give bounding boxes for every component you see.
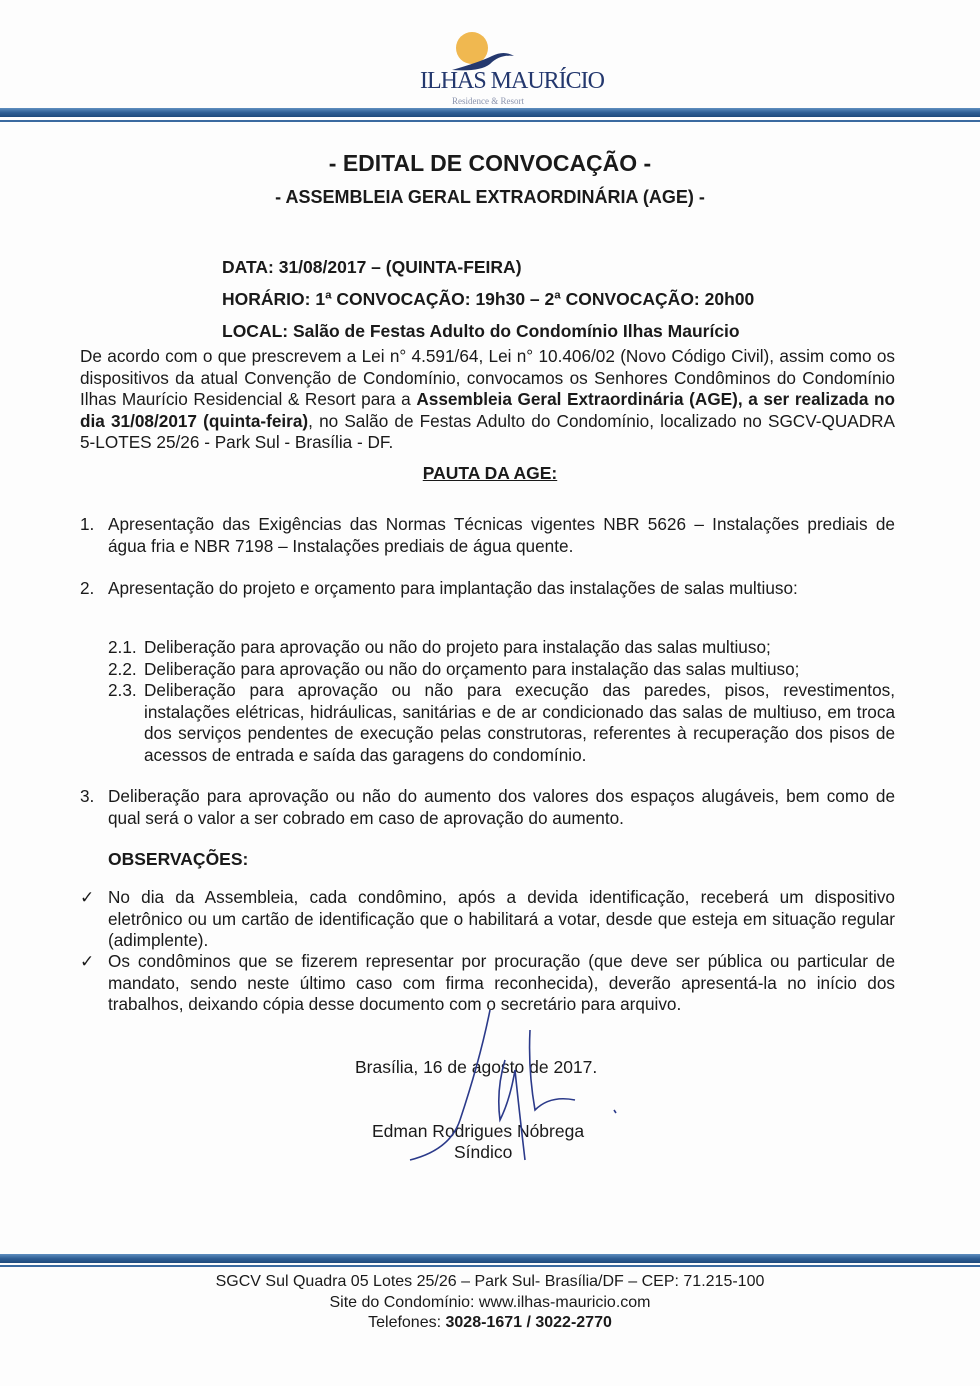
logo <box>420 30 604 110</box>
signature <box>400 1000 650 1170</box>
item-text: Deliberação para aprovação ou não do aumento dos valores dos espaços alugáveis, bem como de qual será o valor a ser cobrado em caso de aprovação do aumento. <box>108 786 895 828</box>
footer-site: Site do Condomínio: www.ilhas-mauricio.com <box>329 1293 651 1311</box>
date-label: DATA: <box>222 257 274 277</box>
intro-paragraph <box>80 346 895 454</box>
meeting-info <box>222 251 754 347</box>
subitem-text: Deliberação para aprovação ou não para execução das paredes, pisos, revestimentos, instalações elétricas, hidráulicas, sanitárias e de ar condicionado das salas de multiuso, em troca dos serviços pendentes de execução pelas construtoras, referentes à recuperação dos pisos de acessos de entrada e saída das garagens do condomínio. <box>144 680 895 765</box>
observation-text: No dia da Assembleia, cada condômino, após a devida identificação, receberá um dispositivo eletrônico ou um cartão de identificação que o habilitará a votar, desde que esteja em situação regular (adimplente). <box>108 887 895 950</box>
subitem-number: 2.3. <box>108 680 137 700</box>
footer <box>0 1272 980 1334</box>
checkmark-icon: ✓ <box>80 951 95 971</box>
agenda-item-2 <box>80 578 895 600</box>
observations-title: OBSERVAÇÕES: <box>108 849 249 869</box>
observation-text: Os condôminos que se fizerem representar por procuração (que deve ser pública ou particular de mandato, sendo neste último caso com firma reconhecida), deverão apresentá-la no início dos trabalhos, deixando cópia desse documento com o secretário para arquivo. <box>108 951 895 1014</box>
footer-phones-label: Telefones: <box>368 1314 446 1331</box>
subitem-number: 2.1. <box>108 637 137 657</box>
header-divider <box>0 108 980 117</box>
checkmark-icon: ✓ <box>80 887 95 907</box>
footer-address: SGCV Sul Quadra 05 Lotes 25/26 – Park Sul- Brasília/DF – CEP: 71.215-100 <box>215 1273 765 1290</box>
signer-name: Edman Rodrigues Nóbrega <box>372 1121 585 1141</box>
date-line: Brasília, 16 de agosto de 2017. <box>355 1057 598 1077</box>
pauta-title: PAUTA DA AGE: <box>422 463 558 483</box>
item-text: Apresentação do projeto e orçamento para implantação das instalações de salas multiuso: <box>108 578 798 598</box>
logo-name: ILHAS MAURÍCIO <box>420 68 604 94</box>
subitem-text: Deliberação para aprovação ou não do orçamento para instalação das salas multiuso; <box>144 658 800 679</box>
item-number: 2. <box>80 578 95 598</box>
footer-divider-thin <box>0 1265 980 1267</box>
time-value: 1ª CONVOCAÇÃO: 19h30 – 2ª CONVOCAÇÃO: 20h00 <box>315 289 755 309</box>
header-divider-thin <box>0 120 980 122</box>
agenda-item-3 <box>80 786 895 829</box>
time-label: HORÁRIO: <box>222 289 311 309</box>
logo-subtitle: Residence & Resort <box>452 96 524 106</box>
intro-text-end: , no Salão de Festas Adulto do Condomínio, localizado no SGCV-QUADRA 5-LOTES 25/26 - Park Sul - Brasília - DF. <box>80 410 895 452</box>
agenda-subitems <box>108 637 895 766</box>
document-subtitle: - ASSEMBLEIA GERAL EXTRAORDINÁRIA (AGE) - <box>275 187 705 207</box>
location-label: LOCAL: <box>222 321 289 341</box>
date-value: 31/08/2017 – (QUINTA-FEIRA) <box>278 257 522 277</box>
agenda-item-1 <box>80 514 895 557</box>
subitem-number: 2.2. <box>108 658 137 679</box>
observation-1 <box>80 887 895 952</box>
item-text: Apresentação das Exigências das Normas Técnicas vigentes NBR 5626 – Instalações prediais de água fria e NBR 7198 – Instalações prediais de água quente. <box>108 514 895 556</box>
location-value: Salão de Festas Adulto do Condomínio Ilhas Maurício <box>292 321 740 341</box>
intro-text: De acordo com o que prescrevem a Lei n° 4.591/64, Lei n° 10.406/02 (Novo Código Civil), assim como os dispositivos da atual Convenção de Condomínio, convocamos os Senhores Condôminos do Condomínio Ilhas Maurício Residencial & Resort para a <box>80 346 895 409</box>
item-number: 3. <box>80 786 95 806</box>
intro-bold: Assembleia Geral Extraordinária (AGE), a ser realizada no dia 31/08/2017 (quinta-feira) <box>80 389 895 431</box>
footer-divider <box>0 1254 980 1263</box>
signer-role: Síndico <box>454 1142 513 1162</box>
item-number: 1. <box>80 514 95 534</box>
document-title: - EDITAL DE CONVOCAÇÃO - <box>328 150 652 176</box>
footer-phones: 3028-1671 / 3022-2770 <box>445 1314 612 1331</box>
subitem-text: Deliberação para aprovação ou não do projeto para instalação das salas multiuso; <box>144 637 771 657</box>
